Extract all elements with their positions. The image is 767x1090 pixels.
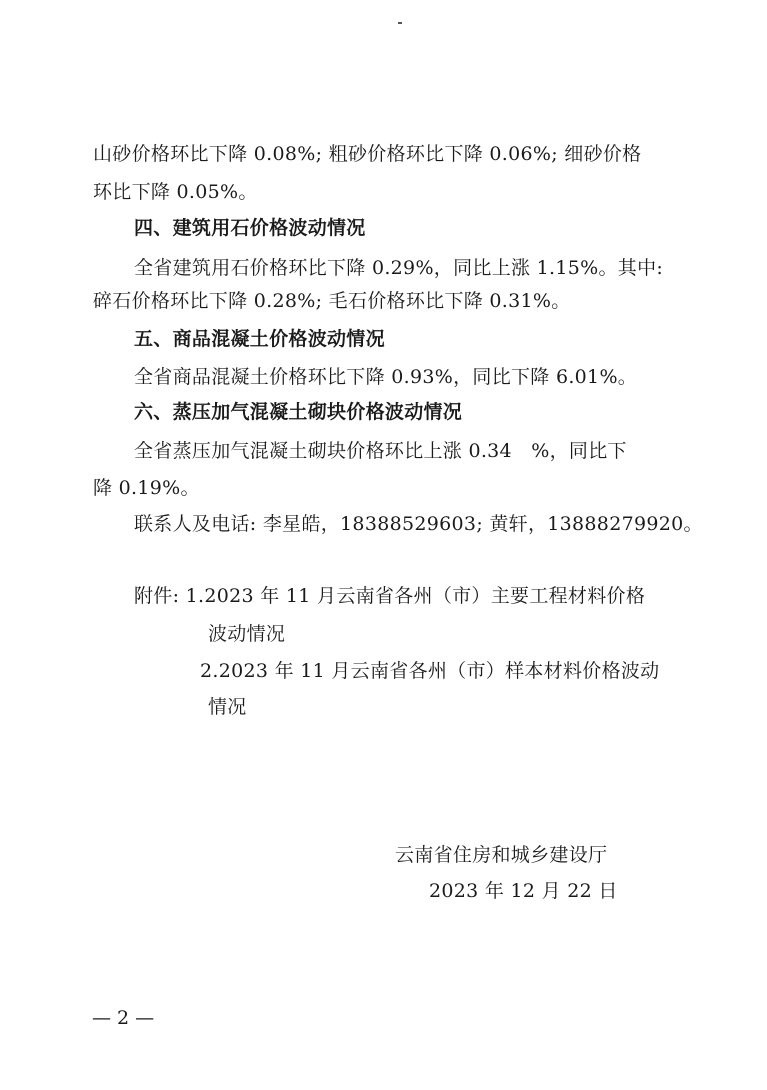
paragraph-line: 全省商品混凝土价格环比下降 0.93%，同比下降 6.01%。 [134, 366, 638, 388]
attachment-item: 附件: 1.2023 年 11 月云南省各州（市）主要工程材料价格 [134, 585, 646, 607]
paragraph-line: 碎石价格环比下降 0.28%; 毛石价格环比下降 0.31%。 [93, 290, 571, 312]
paragraph-line: 降 0.19%。 [93, 477, 200, 499]
section-heading: 六、蒸压加气混凝土砌块价格波动情况 [134, 401, 463, 423]
section-heading: 四、建筑用石价格波动情况 [134, 217, 366, 239]
paragraph-line: 环比下降 0.05%。 [93, 181, 258, 203]
attachment-item: 波动情况 [208, 623, 286, 645]
paragraph-line: 全省蒸压加气混凝土砌块价格环比上涨 0.34 %，同比下 [134, 440, 627, 462]
attachment-item: 情况 [208, 696, 247, 718]
contact-line: 联系人及电话: 李星皓，18388529603; 黄轩，13888279920。 [134, 513, 703, 535]
page-number: — 2 — [92, 1007, 155, 1029]
issuer-name: 云南省住房和城乡建设厅 [395, 844, 608, 866]
section-heading: 五、商品混凝土价格波动情况 [134, 328, 385, 350]
paragraph-line: 山砂价格环比下降 0.08%; 粗砂价格环比下降 0.06%; 细砂价格 [93, 143, 642, 165]
paragraph-line: 全省建筑用石价格环比下降 0.29%，同比上涨 1.15%。其中: [134, 257, 664, 279]
scan-mark [398, 22, 402, 24]
issue-date: 2023 年 12 月 22 日 [429, 880, 618, 902]
attachment-item: 2.2023 年 11 月云南省各州（市）样本材料价格波动 [200, 660, 660, 682]
